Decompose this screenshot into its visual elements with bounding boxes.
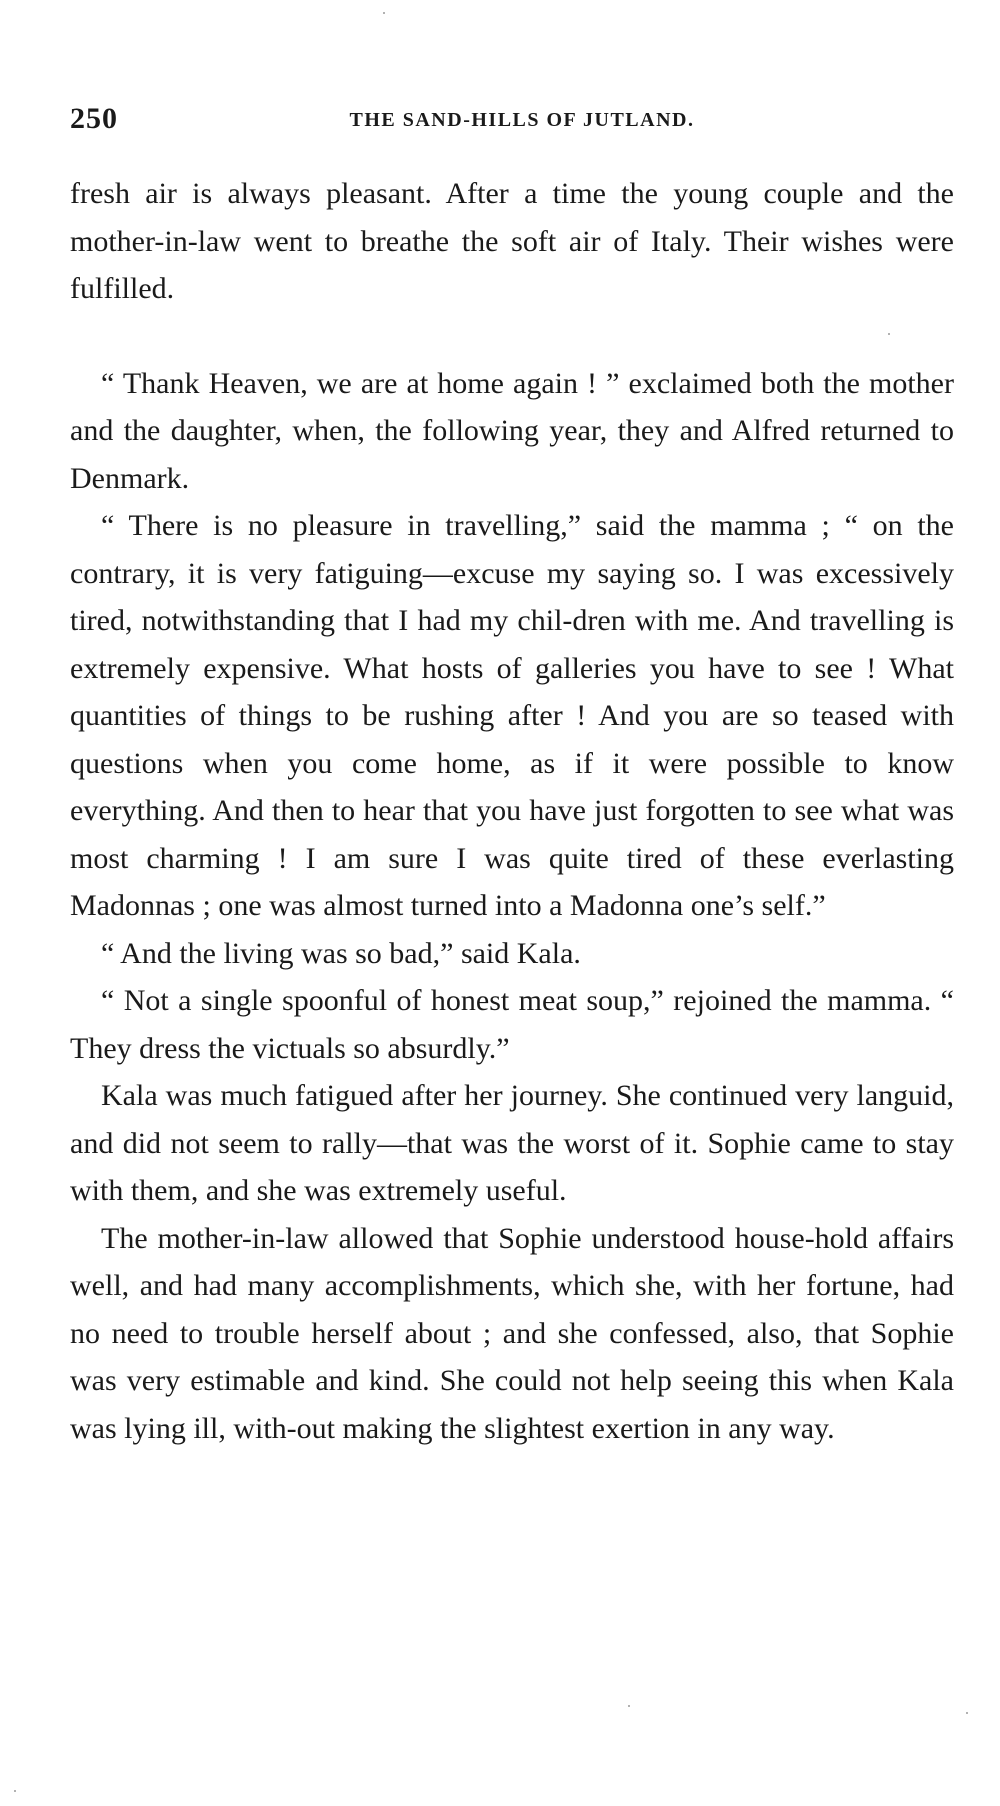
page-number: 250 [70,102,118,135]
paper-speck [888,333,890,335]
paragraph-6: Kala was much fatigued after her journey. She continued very languid, and did not seem to rally—that was the worst of it. Sophie came to stay with them, and she was extremely useful. [70,1079,954,1207]
paper-speck [383,12,385,14]
paragraph-4: “ And the living was so bad,” said Kala. [101,936,581,970]
running-head: THE SAND-HILLS OF JUTLAND. [349,109,695,131]
paper-speck [966,1712,968,1714]
page-header [70,102,954,142]
paper-speck [628,1705,630,1707]
paragraph-1: fresh air is always pleasant. After a time the young couple and the mother-in-law went to breathe the soft air of Italy. Their wishes were fulfilled. [70,177,954,305]
paragraph-3: “ There is no pleasure in travelling,” said the mamma ; “ on the contrary, it is very fatiguing—excuse my saying so. I was excessively tired, notwithstanding that I had my chil-dren with me. And travelling is extremely expensive. What hosts of galleries you have to see ! What quantities of things to be rushing after ! And you are so teased with questions when you come home, as if it were possible to know everything. And then to hear that you have just forgotten to see what was most charming ! I am sure I was quite tired of these everlasting Madonnas ; one was almost turned into a Madonna one’s self.” [70,509,954,922]
paragraph-7: The mother-in-law allowed that Sophie understood house-hold affairs well, and had many accomplishments, which she, with her fortune, had no need to trouble herself about ; and she confessed, also, that Sophie was very estimable and kind. She could not help seeing this when Kala was lying ill, with-out making the slightest exertion in any way. [70,1221,954,1445]
paper-speck [14,1790,16,1792]
body-text [70,170,954,1452]
paragraph-2: “ Thank Heaven, we are at home again ! ” exclaimed both the mother and the daughter, when, the following year, they and Alfred returned to Denmark. [70,366,954,495]
paragraph-5: “ Not a single spoonful of honest meat soup,” rejoined the mamma. “ They dress the victuals so absurdly.” [70,984,954,1065]
